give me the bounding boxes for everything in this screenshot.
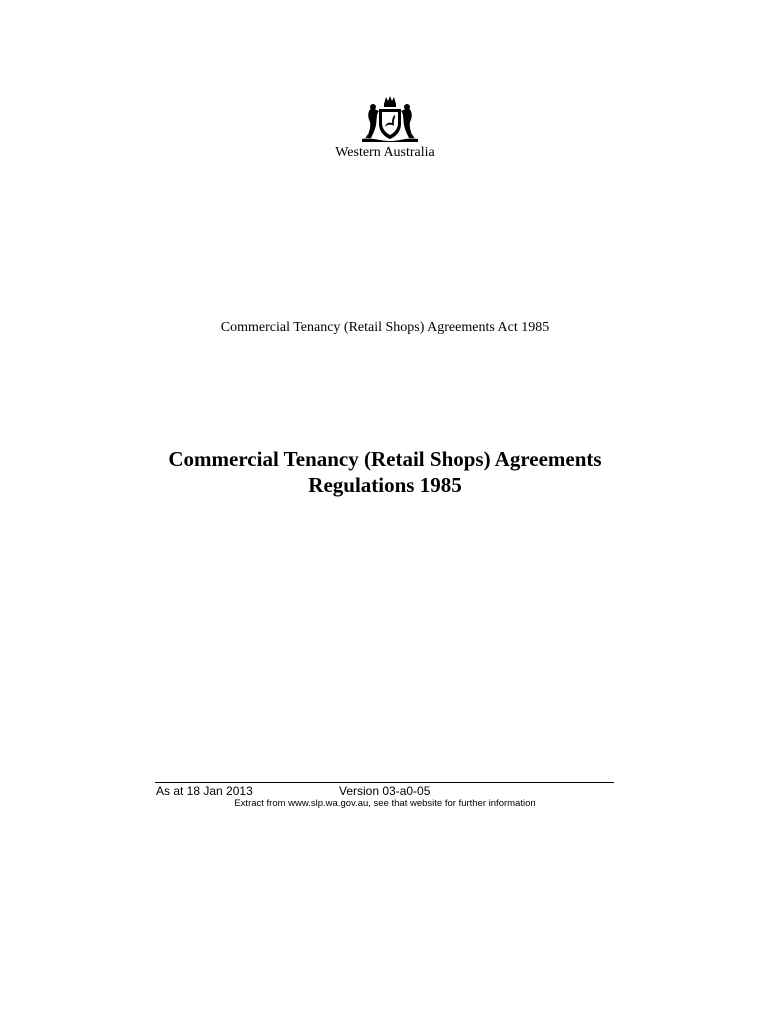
jurisdiction-name: Western Australia [335, 145, 435, 160]
as-at-date: As at 18 Jan 2013 [156, 784, 253, 798]
regulations-title-line-2: Regulations 1985 [308, 473, 462, 497]
coat-of-arms-icon [358, 94, 422, 144]
version-number: Version 03-a0-05 [339, 784, 431, 798]
extract-note: Extract from www.slp.wa.gov.au, see that website for further information [234, 798, 536, 809]
footer-divider [155, 782, 614, 783]
act-name: Commercial Tenancy (Retail Shops) Agreements Act 1985 [220, 320, 550, 335]
regulations-title [0, 446, 770, 498]
regulations-title-line-1: Commercial Tenancy (Retail Shops) Agreements [168, 447, 602, 471]
